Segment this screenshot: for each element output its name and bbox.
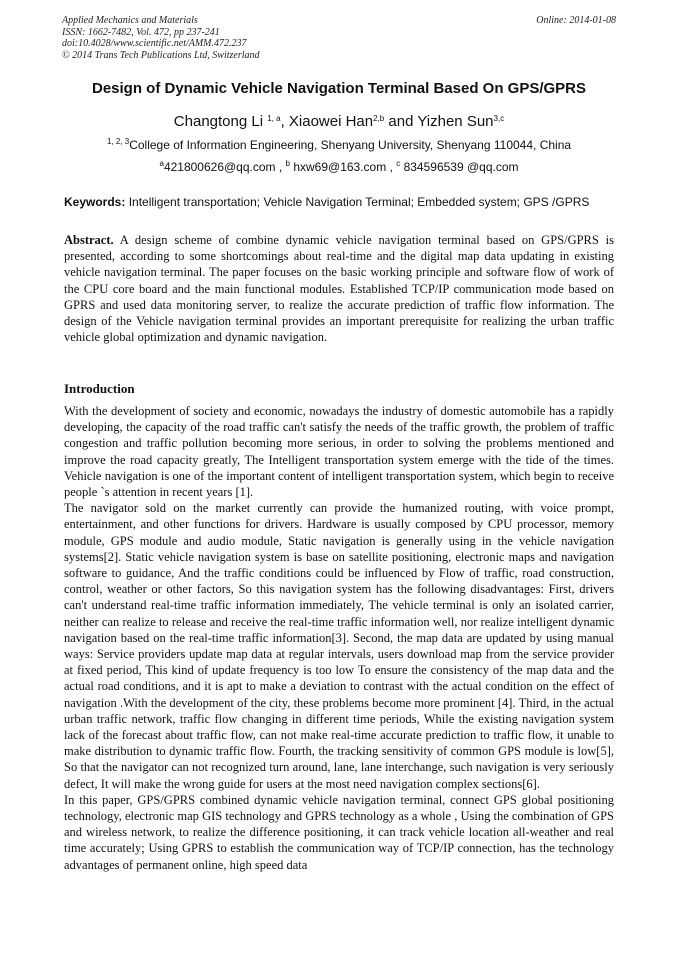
author-name: and Yizhen Sun xyxy=(384,113,494,130)
abstract-label: Abstract. xyxy=(64,233,114,247)
keywords xyxy=(64,195,616,209)
issn-line: ISSN: 1662-7482, Vol. 472, pp 237-241 xyxy=(62,26,220,38)
email-mark: c xyxy=(396,159,401,168)
journal-name: Applied Mechanics and Materials xyxy=(62,15,198,26)
abstract-text: A design scheme of combine dynamic vehicle navigation terminal based on GPS/GPRS is presented, according to some shortcomings about real-time and the digital map data updating in existing vehicle navigation terminal. The paper focuses on the basic working principle and software flow of work of the CPU core board and the main functional modules. Established TCP/IP communication mode based on GPRS and used data monitoring server, to realize the accurate prediction of traffic flow information. The design of the Vehicle navigation terminal provides an important prerequisite for realizing the urban traffic vehicle global optimization and dynamic navigation. xyxy=(64,233,614,345)
email-address: 834596539 @qq.com xyxy=(400,160,519,174)
email-mark: b xyxy=(285,159,290,168)
email-address: 421800626@qq.com , xyxy=(163,160,286,174)
keywords-label: Keywords: xyxy=(64,195,126,209)
keywords-text: Intelligent transportation; Vehicle Navigation Terminal; Embedded system; GPS /GPRS xyxy=(125,195,590,209)
affiliation-text: College of Information Engineering, Shenyang University, Shenyang 110044, China xyxy=(129,138,572,152)
paragraph: In this paper, GPS/GPRS combined dynamic vehicle navigation terminal, connect GPS global positioning technology, electronic map GIS technology and GPRS technology as a whole , Using the combination of GPS and wireless network, to realize the difference positioning, it can track vehicle location all-weather and real time accurately; Using GPRS to establish the communication way of TCP/IP connection, has the technology advantages of permanent online, high speed data xyxy=(64,792,614,872)
author-affiliation-mark: 1, a xyxy=(267,114,281,123)
section-heading: Introduction xyxy=(64,381,135,396)
email-address: hxw69@163.com , xyxy=(290,160,397,174)
online-date: Online: 2014-01-08 xyxy=(536,15,616,26)
paper-title: Design of Dynamic Vehicle Navigation Terminal Based On GPS/GPRS xyxy=(91,80,587,97)
author-name: , Xiaowei Han xyxy=(280,113,374,130)
affiliation xyxy=(40,138,638,152)
introduction-body xyxy=(64,403,614,873)
abstract xyxy=(64,232,614,345)
journal-header xyxy=(62,15,616,61)
email-list xyxy=(40,160,638,174)
author-affiliation-mark: 3,c xyxy=(493,114,505,123)
author-affiliation-mark: 2,b xyxy=(373,114,385,123)
paragraph: With the development of society and economic, nowadays the industry of domestic automobile has a rapidly developing, the capacity of the road traffic can't satisfy the needs of the traffic growth, the problem of traffic congestion and traffic pollution becoming more serious, in order to solving the problems mentioned and improve the road capacity greatly, The Intelligent transportation system emerge with the tide of the times. Vehicle navigation is one of the important content of intelligent transportation system, which begin to receive people `s attention in recent years [1]. xyxy=(64,404,614,500)
affiliation-mark: 1, 2, 3 xyxy=(106,137,130,146)
copyright-line: © 2014 Trans Tech Publications Ltd, Switzerland xyxy=(62,49,260,61)
author-list xyxy=(40,113,638,130)
author-name: Changtong Li xyxy=(173,113,264,130)
email-mark: a xyxy=(159,159,164,168)
paragraph: The navigator sold on the market currently can provide the humanized routing, with voice prompt, entertainment, and other functions for drivers. Hardware is usually composed by CPU processor, memory module, GPS module and audio module, Static navigation is generally using in the vehicle navigation systems[2]. Static vehicle navigation system is base on satellite positioning, electronic maps and navigation software to guidance, And the traffic conditions could be influenced by Flow of traffic, road construction, control, weather or other factors, So this navigation system has the following disadvantages: First, drivers can't understand real-time traffic information immediately, The vehicle terminal is only an isolated carrier, neither can realize to release and receive the real-time traffic information well, nor realize intelligent dynamic navigation based on the real-time traffic information[3]. Second, the map data are updated by using manual ways: Service providers update map data at regular intervals, users download map from the service provider at fixed period, This kind of update frequency is too low To ensure the consistency of the map data and the actual road conditions, and it is apt to make a deviation to contrast with the actual condition on the effect of navigation .With the development of the city, these problems become more prominent [4]. Third, in the actual urban traffic network, traffic flow changing in different time periods, While the existing navigation system lack of the forecast about traffic flow, can not make real-time accurate prediction to traffic flow, it unable to make distribution to dynamic traffic flow. Fourth, the tracking sensitivity of common GPS module is low[5], So that the navigator can not recognized turn around, lane, lane interchange, such navigation is very seriously defect, It will make the wrong guide for users at the most need navigation complex sections[6]. xyxy=(64,501,614,791)
doi-line: doi:10.4028/www.scientific.net/AMM.472.237 xyxy=(62,38,247,49)
